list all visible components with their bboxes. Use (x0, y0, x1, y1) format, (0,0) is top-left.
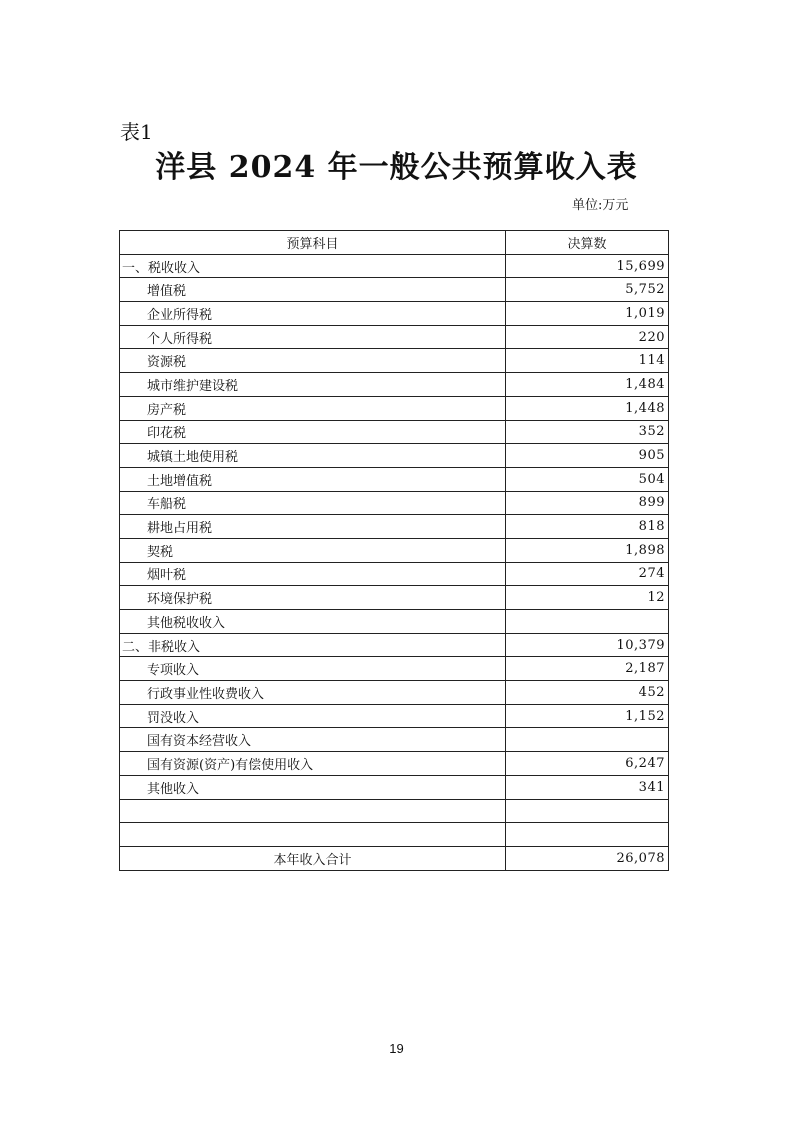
row-subject: 环境保护税 (120, 586, 506, 610)
row-subject: 其他税收收入 (120, 610, 506, 634)
row-amount: 352 (506, 420, 669, 444)
row-subject: 国有资本经营收入 (120, 728, 506, 752)
total-label: 本年收入合计 (120, 846, 506, 870)
row-amount: 2,187 (506, 657, 669, 681)
unit-label: 单位:万元 (572, 198, 629, 213)
row-amount: 1,019 (506, 302, 669, 326)
column-header-amount: 决算数 (506, 231, 669, 255)
table-row (120, 444, 669, 468)
row-subject: 印花税 (120, 420, 506, 444)
row-amount: 274 (506, 562, 669, 586)
row-amount (506, 728, 669, 752)
row-subject: 一、税收收入 (120, 254, 506, 278)
row-subject: 城镇土地使用税 (120, 444, 506, 468)
column-header-subject: 预算科目 (120, 231, 506, 255)
table-body (120, 254, 669, 846)
row-subject: 国有资源(资产)有偿使用收入 (120, 752, 506, 776)
table-row (120, 349, 669, 373)
budget-table (119, 230, 669, 871)
row-subject: 烟叶税 (120, 562, 506, 586)
page-number: 19 (389, 1041, 404, 1056)
table-row (120, 491, 669, 515)
table-row (120, 325, 669, 349)
table-row (120, 562, 669, 586)
row-amount: 12 (506, 586, 669, 610)
row-amount: 114 (506, 349, 669, 373)
row-amount: 15,699 (506, 254, 669, 278)
table-row (120, 302, 669, 326)
table-row (120, 467, 669, 491)
table-row (120, 704, 669, 728)
row-amount: 899 (506, 491, 669, 515)
page-title: 洋县 2024 年一般公共预算收入表 (155, 150, 638, 185)
row-amount: 818 (506, 515, 669, 539)
table-row (120, 610, 669, 634)
row-subject (120, 823, 506, 847)
table-label: 表1 (120, 120, 153, 144)
table-row (120, 420, 669, 444)
row-amount: 452 (506, 681, 669, 705)
table-row (120, 396, 669, 420)
table-row (120, 752, 669, 776)
table-row (120, 254, 669, 278)
table-row (120, 515, 669, 539)
row-amount: 1,898 (506, 538, 669, 562)
row-amount (506, 610, 669, 634)
row-subject: 二、非税收入 (120, 633, 506, 657)
table-row (120, 799, 669, 823)
row-amount: 1,484 (506, 373, 669, 397)
row-subject: 罚没收入 (120, 704, 506, 728)
table-header-row (120, 231, 669, 255)
row-subject: 土地增值税 (120, 467, 506, 491)
row-subject: 耕地占用税 (120, 515, 506, 539)
row-amount: 5,752 (506, 278, 669, 302)
row-subject: 企业所得税 (120, 302, 506, 326)
row-subject: 增值税 (120, 278, 506, 302)
row-amount: 220 (506, 325, 669, 349)
row-amount: 905 (506, 444, 669, 468)
row-subject: 城市维护建设税 (120, 373, 506, 397)
row-subject (120, 799, 506, 823)
row-amount (506, 799, 669, 823)
total-row (120, 846, 669, 870)
row-amount (506, 823, 669, 847)
row-subject: 其他收入 (120, 775, 506, 799)
table-row (120, 823, 669, 847)
table-row (120, 775, 669, 799)
table-row (120, 278, 669, 302)
row-subject: 个人所得税 (120, 325, 506, 349)
total-amount: 26,078 (506, 846, 669, 870)
row-subject: 车船税 (120, 491, 506, 515)
row-amount: 10,379 (506, 633, 669, 657)
row-amount: 1,152 (506, 704, 669, 728)
table-row (120, 681, 669, 705)
row-subject: 行政事业性收费收入 (120, 681, 506, 705)
table-row (120, 633, 669, 657)
row-subject: 资源税 (120, 349, 506, 373)
table-row (120, 586, 669, 610)
row-subject: 房产税 (120, 396, 506, 420)
row-amount: 504 (506, 467, 669, 491)
row-subject: 契税 (120, 538, 506, 562)
table-row (120, 373, 669, 397)
row-amount: 1,448 (506, 396, 669, 420)
table-row (120, 657, 669, 681)
row-subject: 专项收入 (120, 657, 506, 681)
table-row (120, 538, 669, 562)
table-row (120, 728, 669, 752)
row-amount: 6,247 (506, 752, 669, 776)
row-amount: 341 (506, 775, 669, 799)
